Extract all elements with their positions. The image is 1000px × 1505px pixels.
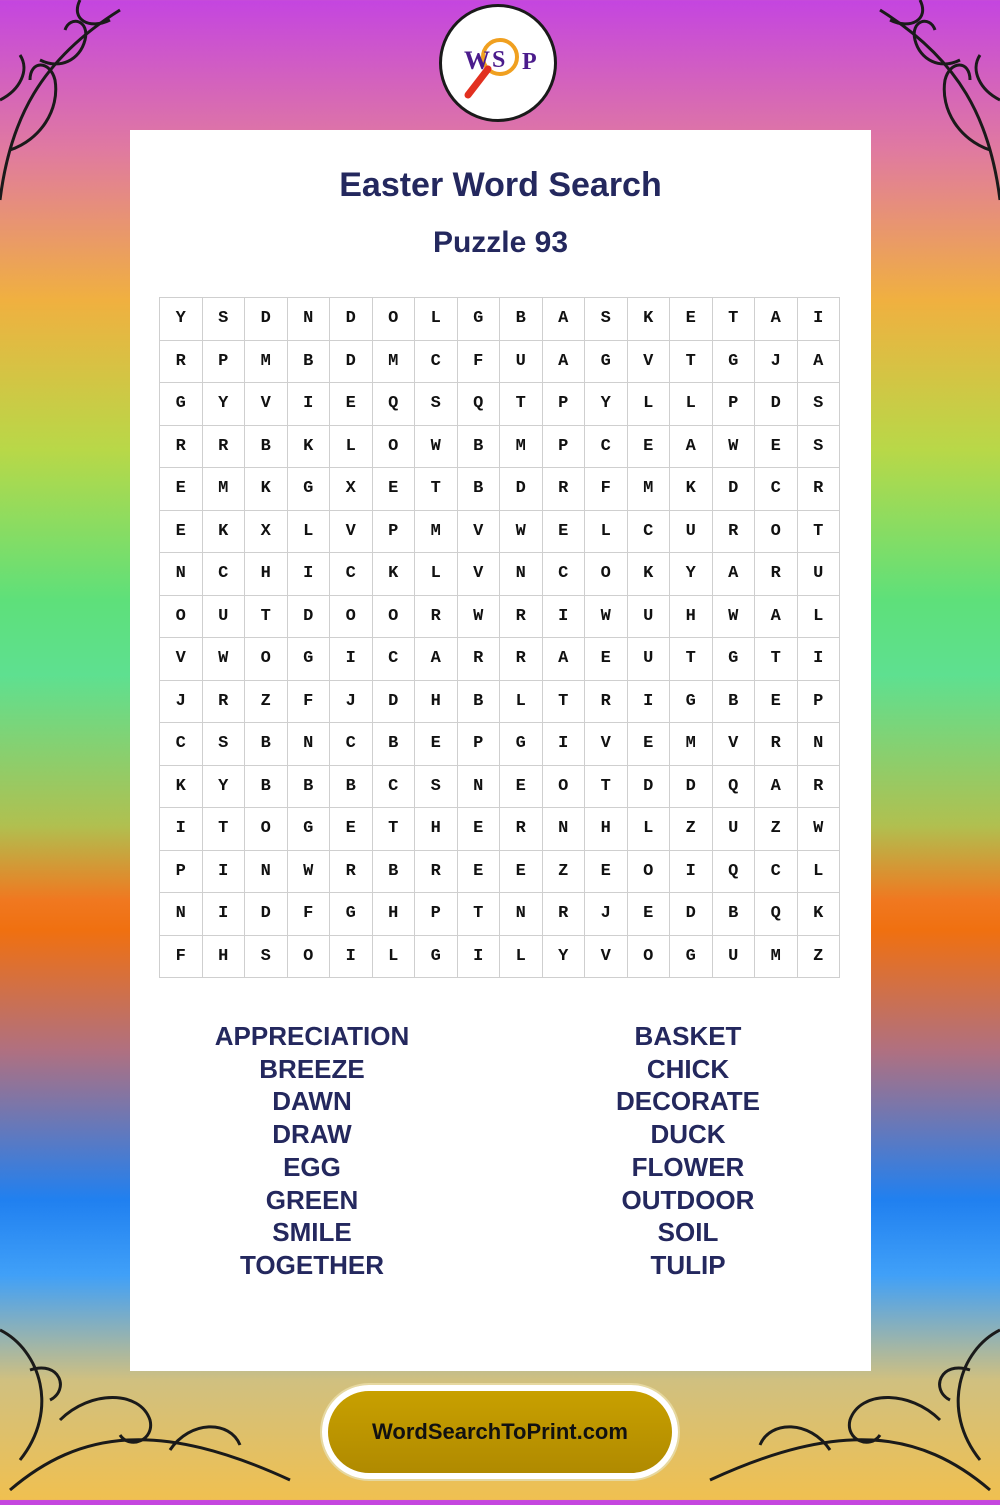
- grid-cell[interactable]: R: [713, 511, 756, 554]
- grid-cell[interactable]: B: [458, 426, 501, 469]
- grid-cell[interactable]: U: [500, 341, 543, 384]
- grid-cell[interactable]: E: [628, 723, 671, 766]
- corner-ornament-top-right: [860, 0, 1000, 220]
- grid-cell[interactable]: O: [373, 596, 416, 639]
- grid-cell[interactable]: L: [415, 553, 458, 596]
- grid-cell[interactable]: G: [670, 936, 713, 979]
- grid-cell[interactable]: D: [288, 596, 331, 639]
- grid-cell[interactable]: O: [755, 511, 798, 554]
- grid-cell[interactable]: D: [755, 383, 798, 426]
- grid-cell[interactable]: W: [203, 638, 246, 681]
- grid-cell[interactable]: O: [245, 638, 288, 681]
- grid-cell[interactable]: R: [500, 596, 543, 639]
- grid-cell[interactable]: H: [415, 808, 458, 851]
- grid-cell[interactable]: B: [713, 681, 756, 724]
- grid-cell[interactable]: E: [330, 808, 373, 851]
- grid-cell[interactable]: O: [543, 766, 586, 809]
- grid-cell[interactable]: U: [713, 808, 756, 851]
- logo-letter-s: S: [492, 47, 506, 73]
- grid-cell[interactable]: M: [755, 936, 798, 979]
- grid-cell[interactable]: W: [713, 596, 756, 639]
- grid-cell[interactable]: J: [330, 681, 373, 724]
- grid-cell[interactable]: H: [373, 893, 416, 936]
- grid-cell[interactable]: L: [288, 511, 331, 554]
- grid-cell[interactable]: E: [160, 511, 203, 554]
- grid-cell[interactable]: K: [628, 298, 671, 341]
- grid-cell[interactable]: G: [670, 681, 713, 724]
- grid-cell[interactable]: L: [585, 511, 628, 554]
- grid-cell[interactable]: O: [373, 426, 416, 469]
- word-item: EGG: [283, 1151, 341, 1182]
- grid-cell[interactable]: P: [543, 426, 586, 469]
- grid-cell[interactable]: K: [160, 766, 203, 809]
- word-list-right: [548, 1020, 828, 1282]
- grid-cell[interactable]: U: [203, 596, 246, 639]
- grid-cell[interactable]: P: [415, 893, 458, 936]
- grid-cell[interactable]: L: [670, 383, 713, 426]
- website-link-button[interactable]: [322, 1385, 678, 1479]
- grid-cell[interactable]: I: [203, 893, 246, 936]
- grid-cell[interactable]: B: [713, 893, 756, 936]
- grid-cell[interactable]: N: [245, 851, 288, 894]
- grid-cell[interactable]: E: [373, 468, 416, 511]
- grid-cell[interactable]: D: [500, 468, 543, 511]
- website-link-label: WordSearchToPrint.com: [372, 1419, 628, 1444]
- grid-cell[interactable]: R: [798, 468, 841, 511]
- grid-cell[interactable]: K: [288, 426, 331, 469]
- logo-letter-w: W: [464, 46, 490, 75]
- grid-cell[interactable]: I: [288, 383, 331, 426]
- grid-cell[interactable]: I: [670, 851, 713, 894]
- grid-cell[interactable]: B: [288, 766, 331, 809]
- grid-cell[interactable]: G: [500, 723, 543, 766]
- grid-cell[interactable]: E: [458, 808, 501, 851]
- grid-cell[interactable]: I: [798, 638, 841, 681]
- grid-cell[interactable]: Q: [458, 383, 501, 426]
- grid-cell[interactable]: A: [670, 426, 713, 469]
- grid-cell[interactable]: D: [373, 681, 416, 724]
- grid-cell[interactable]: A: [415, 638, 458, 681]
- grid-cell[interactable]: N: [288, 298, 331, 341]
- grid-cell[interactable]: M: [415, 511, 458, 554]
- grid-cell[interactable]: G: [415, 936, 458, 979]
- grid-cell[interactable]: R: [585, 681, 628, 724]
- grid-cell[interactable]: A: [798, 341, 841, 384]
- grid-cell[interactable]: P: [160, 851, 203, 894]
- grid-cell[interactable]: G: [288, 638, 331, 681]
- word-item: DECORATE: [616, 1086, 760, 1117]
- grid-cell[interactable]: R: [543, 468, 586, 511]
- grid-cell[interactable]: I: [288, 553, 331, 596]
- grid-cell[interactable]: B: [373, 851, 416, 894]
- grid-cell[interactable]: X: [330, 468, 373, 511]
- grid-cell[interactable]: C: [755, 468, 798, 511]
- grid-cell[interactable]: O: [245, 808, 288, 851]
- grid-cell[interactable]: G: [713, 638, 756, 681]
- grid-cell[interactable]: C: [755, 851, 798, 894]
- grid-cell[interactable]: B: [500, 298, 543, 341]
- grid-cell[interactable]: G: [585, 341, 628, 384]
- grid-cell[interactable]: I: [330, 936, 373, 979]
- grid-cell[interactable]: P: [713, 383, 756, 426]
- grid-cell[interactable]: S: [798, 383, 841, 426]
- grid-cell[interactable]: T: [500, 383, 543, 426]
- grid-cell[interactable]: T: [713, 298, 756, 341]
- grid-cell[interactable]: C: [330, 723, 373, 766]
- grid-cell[interactable]: R: [160, 426, 203, 469]
- word-item: OUTDOOR: [621, 1184, 755, 1215]
- grid-cell[interactable]: J: [160, 681, 203, 724]
- grid-cell[interactable]: C: [203, 553, 246, 596]
- grid-cell[interactable]: T: [245, 596, 288, 639]
- grid-cell[interactable]: R: [160, 341, 203, 384]
- grid-cell[interactable]: C: [585, 426, 628, 469]
- grid-cell[interactable]: C: [628, 511, 671, 554]
- grid-cell[interactable]: U: [798, 553, 841, 596]
- word-list-left: [172, 1020, 452, 1282]
- grid-cell[interactable]: D: [713, 468, 756, 511]
- grid-cell[interactable]: Z: [798, 936, 841, 979]
- grid-cell[interactable]: R: [543, 893, 586, 936]
- grid-cell[interactable]: L: [798, 596, 841, 639]
- grid-cell[interactable]: S: [415, 766, 458, 809]
- grid-cell[interactable]: H: [203, 936, 246, 979]
- grid-cell[interactable]: W: [713, 426, 756, 469]
- grid-cell[interactable]: T: [373, 808, 416, 851]
- grid-cell[interactable]: T: [798, 511, 841, 554]
- grid-cell[interactable]: C: [160, 723, 203, 766]
- grid-cell[interactable]: Z: [670, 808, 713, 851]
- grid-cell[interactable]: V: [585, 723, 628, 766]
- grid-cell[interactable]: G: [330, 893, 373, 936]
- grid-cell[interactable]: T: [203, 808, 246, 851]
- grid-cell[interactable]: S: [585, 298, 628, 341]
- grid-cell[interactable]: I: [330, 638, 373, 681]
- grid-cell[interactable]: S: [203, 723, 246, 766]
- grid-cell[interactable]: E: [160, 468, 203, 511]
- grid-cell[interactable]: P: [798, 681, 841, 724]
- grid-cell[interactable]: P: [373, 511, 416, 554]
- grid-cell[interactable]: L: [628, 383, 671, 426]
- grid-cell[interactable]: Y: [670, 553, 713, 596]
- grid-cell[interactable]: A: [755, 766, 798, 809]
- grid-cell[interactable]: I: [543, 723, 586, 766]
- grid-cell[interactable]: R: [203, 426, 246, 469]
- grid-cell[interactable]: K: [245, 468, 288, 511]
- grid-cell[interactable]: N: [160, 893, 203, 936]
- grid-cell[interactable]: B: [373, 723, 416, 766]
- grid-cell[interactable]: T: [755, 638, 798, 681]
- grid-cell[interactable]: S: [415, 383, 458, 426]
- grid-cell[interactable]: G: [288, 808, 331, 851]
- grid-cell[interactable]: R: [330, 851, 373, 894]
- grid-cell[interactable]: I: [458, 936, 501, 979]
- grid-cell[interactable]: V: [585, 936, 628, 979]
- grid-cell[interactable]: K: [798, 893, 841, 936]
- grid-cell[interactable]: I: [628, 681, 671, 724]
- word-item: BREEZE: [259, 1053, 365, 1084]
- corner-ornament-top-left: [0, 0, 140, 220]
- grid-cell[interactable]: E: [543, 511, 586, 554]
- word-item: APPRECIATION: [214, 1021, 410, 1051]
- grid-cell[interactable]: P: [203, 341, 246, 384]
- grid-cell[interactable]: S: [798, 426, 841, 469]
- grid-cell[interactable]: G: [458, 298, 501, 341]
- grid-cell[interactable]: L: [798, 851, 841, 894]
- grid-cell[interactable]: K: [670, 468, 713, 511]
- grid-cell[interactable]: O: [373, 298, 416, 341]
- grid-cell[interactable]: W: [288, 851, 331, 894]
- grid-cell[interactable]: A: [543, 638, 586, 681]
- grid-cell[interactable]: R: [755, 723, 798, 766]
- grid-cell[interactable]: E: [628, 893, 671, 936]
- word-item: DUCK: [650, 1119, 726, 1150]
- wsp-logo[interactable]: [439, 4, 557, 122]
- word-item: SOIL: [657, 1217, 719, 1248]
- grid-cell[interactable]: C: [543, 553, 586, 596]
- grid-cell[interactable]: T: [670, 638, 713, 681]
- grid-cell[interactable]: E: [585, 638, 628, 681]
- grid-cell[interactable]: N: [500, 893, 543, 936]
- word-item: TOGETHER: [240, 1249, 384, 1280]
- grid-cell[interactable]: I: [203, 851, 246, 894]
- logo-letter-p: P: [522, 49, 537, 75]
- grid-cell[interactable]: R: [500, 638, 543, 681]
- grid-cell[interactable]: B: [458, 468, 501, 511]
- grid-cell[interactable]: W: [458, 596, 501, 639]
- grid-cell[interactable]: N: [458, 766, 501, 809]
- grid-cell[interactable]: O: [160, 596, 203, 639]
- grid-cell[interactable]: Y: [203, 383, 246, 426]
- grid-cell[interactable]: N: [798, 723, 841, 766]
- grid-cell[interactable]: V: [245, 383, 288, 426]
- grid-cell[interactable]: D: [670, 766, 713, 809]
- grid-cell[interactable]: P: [458, 723, 501, 766]
- puzzle-card: [130, 130, 871, 1371]
- grid-cell[interactable]: W: [798, 808, 841, 851]
- grid-cell[interactable]: I: [798, 298, 841, 341]
- grid-cell[interactable]: R: [415, 851, 458, 894]
- grid-cell[interactable]: T: [585, 766, 628, 809]
- grid-cell[interactable]: Q: [755, 893, 798, 936]
- grid-cell[interactable]: B: [245, 766, 288, 809]
- grid-cell[interactable]: H: [670, 596, 713, 639]
- grid-cell[interactable]: B: [245, 723, 288, 766]
- grid-cell[interactable]: R: [798, 766, 841, 809]
- grid-cell[interactable]: K: [373, 553, 416, 596]
- grid-cell[interactable]: U: [713, 936, 756, 979]
- grid-cell[interactable]: Q: [713, 766, 756, 809]
- grid-cell[interactable]: D: [628, 766, 671, 809]
- grid-cell[interactable]: Y: [203, 766, 246, 809]
- grid-cell[interactable]: U: [628, 596, 671, 639]
- word-item: DRAW: [272, 1119, 352, 1150]
- grid-cell[interactable]: R: [203, 681, 246, 724]
- grid-cell[interactable]: F: [160, 936, 203, 979]
- grid-cell[interactable]: D: [245, 893, 288, 936]
- grid-cell[interactable]: M: [670, 723, 713, 766]
- grid-cell[interactable]: M: [628, 468, 671, 511]
- grid-cell[interactable]: M: [203, 468, 246, 511]
- grid-cell[interactable]: G: [288, 468, 331, 511]
- grid-cell[interactable]: M: [245, 341, 288, 384]
- grid-cell[interactable]: V: [160, 638, 203, 681]
- grid-cell[interactable]: R: [458, 638, 501, 681]
- grid-cell[interactable]: A: [713, 553, 756, 596]
- grid-cell[interactable]: P: [543, 383, 586, 426]
- grid-cell[interactable]: E: [458, 851, 501, 894]
- grid-cell[interactable]: Y: [160, 298, 203, 341]
- grid-cell[interactable]: M: [500, 426, 543, 469]
- grid-cell[interactable]: J: [585, 893, 628, 936]
- grid-cell[interactable]: V: [458, 511, 501, 554]
- grid-cell[interactable]: D: [245, 298, 288, 341]
- grid-cell[interactable]: A: [755, 596, 798, 639]
- grid-cell[interactable]: E: [755, 681, 798, 724]
- word-item: CHICK: [646, 1053, 730, 1084]
- grid-cell[interactable]: Q: [373, 383, 416, 426]
- word-item: BASKET: [634, 1021, 742, 1051]
- grid-cell[interactable]: C: [373, 766, 416, 809]
- grid-cell[interactable]: A: [755, 298, 798, 341]
- grid-cell[interactable]: D: [330, 341, 373, 384]
- grid-cell[interactable]: T: [543, 681, 586, 724]
- grid-cell[interactable]: H: [245, 553, 288, 596]
- grid-cell[interactable]: Y: [543, 936, 586, 979]
- grid-cell[interactable]: N: [288, 723, 331, 766]
- grid-cell[interactable]: L: [628, 808, 671, 851]
- grid-cell[interactable]: N: [543, 808, 586, 851]
- grid-cell[interactable]: A: [543, 341, 586, 384]
- grid-cell[interactable]: T: [415, 468, 458, 511]
- grid-cell[interactable]: L: [500, 936, 543, 979]
- grid-cell[interactable]: W: [585, 596, 628, 639]
- grid-cell[interactable]: E: [755, 426, 798, 469]
- grid-cell[interactable]: E: [500, 766, 543, 809]
- grid-cell[interactable]: T: [670, 341, 713, 384]
- grid-cell[interactable]: F: [288, 893, 331, 936]
- grid-cell[interactable]: Z: [245, 681, 288, 724]
- word-item: TULIP: [650, 1249, 726, 1280]
- grid-cell[interactable]: A: [543, 298, 586, 341]
- grid-cell[interactable]: R: [500, 808, 543, 851]
- grid-cell[interactable]: V: [713, 723, 756, 766]
- grid-cell[interactable]: N: [160, 553, 203, 596]
- grid-cell[interactable]: G: [160, 383, 203, 426]
- grid-cell[interactable]: H: [415, 681, 458, 724]
- grid-cell[interactable]: B: [245, 426, 288, 469]
- grid-cell[interactable]: W: [415, 426, 458, 469]
- grid-cell[interactable]: L: [500, 681, 543, 724]
- grid-cell[interactable]: R: [755, 553, 798, 596]
- grid-cell[interactable]: V: [330, 511, 373, 554]
- grid-cell[interactable]: J: [755, 341, 798, 384]
- grid-cell[interactable]: L: [415, 298, 458, 341]
- grid-cell[interactable]: C: [415, 341, 458, 384]
- grid-cell[interactable]: H: [585, 808, 628, 851]
- word-item: DAWN: [272, 1086, 352, 1117]
- grid-cell[interactable]: K: [628, 553, 671, 596]
- grid-cell[interactable]: Q: [713, 851, 756, 894]
- grid-cell[interactable]: V: [628, 341, 671, 384]
- word-item: FLOWER: [631, 1151, 745, 1182]
- grid-cell[interactable]: O: [628, 851, 671, 894]
- grid-cell[interactable]: T: [458, 893, 501, 936]
- grid-cell[interactable]: E: [330, 383, 373, 426]
- grid-cell[interactable]: O: [585, 553, 628, 596]
- grid-cell[interactable]: E: [500, 851, 543, 894]
- grid-cell[interactable]: N: [500, 553, 543, 596]
- grid-cell[interactable]: O: [628, 936, 671, 979]
- grid-cell[interactable]: F: [288, 681, 331, 724]
- grid-cell[interactable]: S: [203, 298, 246, 341]
- letter-grid: [159, 297, 840, 978]
- grid-cell[interactable]: X: [245, 511, 288, 554]
- grid-cell[interactable]: E: [628, 426, 671, 469]
- grid-cell[interactable]: E: [585, 851, 628, 894]
- grid-cell[interactable]: I: [543, 596, 586, 639]
- grid-cell[interactable]: B: [458, 681, 501, 724]
- grid-cell[interactable]: E: [670, 298, 713, 341]
- grid-cell[interactable]: F: [585, 468, 628, 511]
- grid-cell[interactable]: B: [330, 766, 373, 809]
- grid-cell[interactable]: M: [373, 341, 416, 384]
- grid-cell[interactable]: W: [500, 511, 543, 554]
- grid-cell[interactable]: L: [373, 936, 416, 979]
- grid-cell[interactable]: V: [458, 553, 501, 596]
- grid-cell[interactable]: B: [288, 341, 331, 384]
- grid-cell[interactable]: K: [203, 511, 246, 554]
- grid-cell[interactable]: G: [713, 341, 756, 384]
- grid-cell[interactable]: C: [330, 553, 373, 596]
- grid-cell[interactable]: D: [670, 893, 713, 936]
- page-title: Easter Word Search: [339, 166, 662, 204]
- grid-cell[interactable]: S: [245, 936, 288, 979]
- grid-cell[interactable]: U: [670, 511, 713, 554]
- grid-cell[interactable]: O: [288, 936, 331, 979]
- grid-cell[interactable]: I: [160, 808, 203, 851]
- grid-cell[interactable]: D: [330, 298, 373, 341]
- grid-cell[interactable]: Y: [585, 383, 628, 426]
- grid-cell[interactable]: E: [415, 723, 458, 766]
- grid-cell[interactable]: F: [458, 341, 501, 384]
- grid-cell[interactable]: C: [373, 638, 416, 681]
- grid-cell[interactable]: O: [330, 596, 373, 639]
- grid-cell[interactable]: U: [628, 638, 671, 681]
- word-item: SMILE: [272, 1217, 352, 1248]
- grid-cell[interactable]: L: [330, 426, 373, 469]
- grid-cell[interactable]: Z: [755, 808, 798, 851]
- word-item: GREEN: [265, 1184, 359, 1215]
- grid-cell[interactable]: R: [415, 596, 458, 639]
- puzzle-number: Puzzle 93: [432, 226, 569, 259]
- grid-cell[interactable]: Z: [543, 851, 586, 894]
